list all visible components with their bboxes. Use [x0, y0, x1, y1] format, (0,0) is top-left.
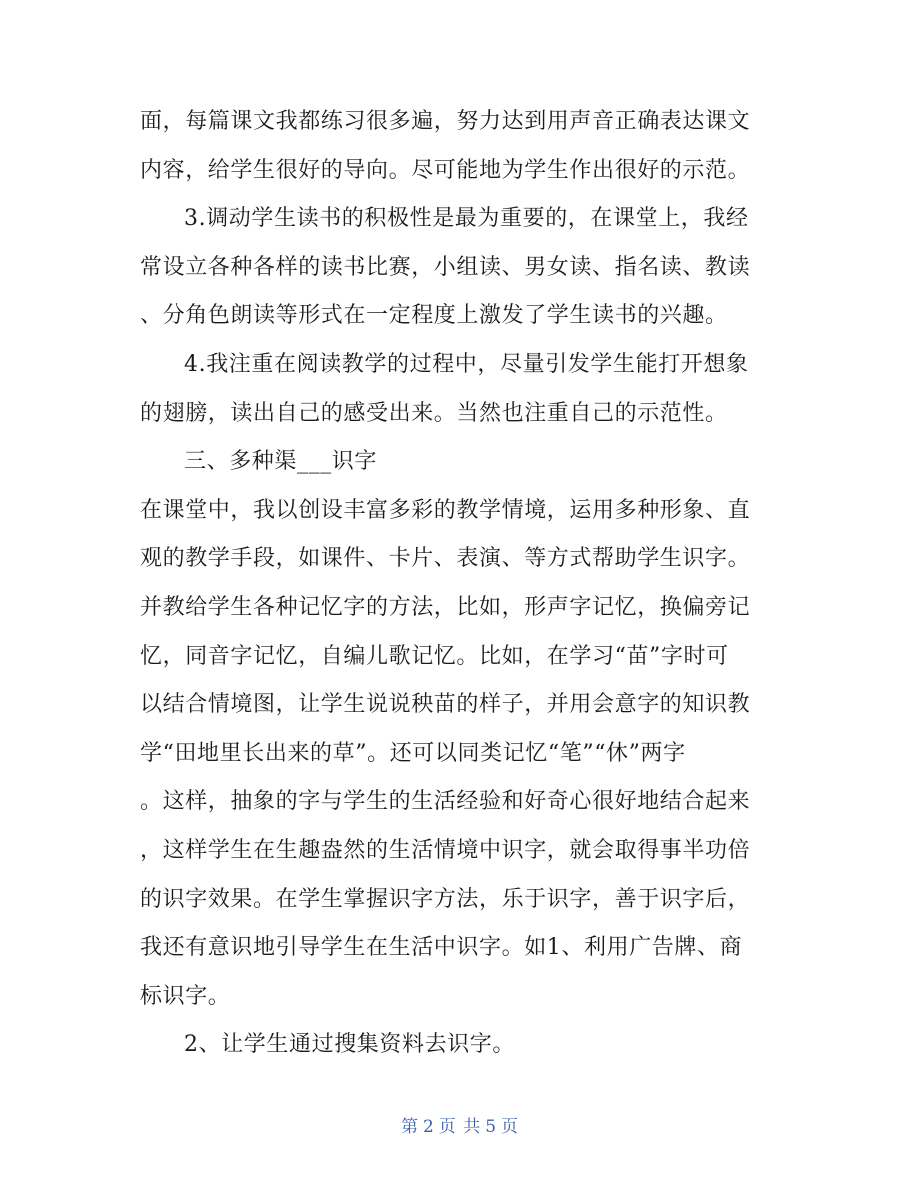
- text-line: 并教给学生各种记忆字的方法，比如，形声字记忆，换偏旁记: [140, 594, 751, 620]
- text-line: 学“田地里长出来的草”。还可以同类记忆“笔”“休”两字: [140, 740, 686, 766]
- text-line: 在课堂中，我以创设丰富多彩的教学情境，运用多种形象、直: [140, 497, 751, 523]
- text-line: 内容，给学生很好的导向。尽可能地为学生作出很好的示范。: [140, 157, 751, 183]
- footer-total-pages: 5: [485, 1117, 498, 1137]
- text-line: 2、让学生通过搜集资料去识字。: [184, 1032, 515, 1058]
- text-line: 忆，同音字记忆，自编儿歌记忆。比如，在学习“苗”字时可: [140, 643, 729, 669]
- text-line: 我还有意识地引导学生在生活中识字。如1、利用广告牌、商: [140, 935, 743, 961]
- footer-page-number: 2: [422, 1117, 435, 1137]
- text-line: 标识字。: [140, 983, 231, 1009]
- text-line: 4.我注重在阅读教学的过程中，尽量引发学生能打开想象: [184, 351, 749, 377]
- footer-suffix: 页: [501, 1117, 520, 1137]
- footer-middle: 页 共: [438, 1117, 482, 1137]
- text-line: 观的教学手段，如课件、卡片、表演、等方式帮助学生识字。: [140, 546, 751, 572]
- text-line: 、分角色朗读等形式在一定程度上激发了学生读书的兴趣。: [140, 303, 728, 329]
- text-line: ，这样学生在生趣盎然的生活情境中识字，就会取得事半功倍: [140, 837, 751, 863]
- section-heading: 三、多种渠___识字: [184, 449, 378, 475]
- text-line: 以结合情境图，让学生说说秧苗的样子，并用会意字的知识教: [140, 692, 751, 718]
- text-line: 面，每篇课文我都练习很多遍，努力达到用声音正确表达课文: [140, 109, 751, 134]
- text-line: 常设立各种各样的读书比赛，小组读、男女读、指名读、教读: [140, 254, 751, 280]
- text-line: 的识字效果。在学生掌握识字方法，乐于识字，善于识字后，: [140, 886, 751, 912]
- text-line: 。这样，抽象的字与学生的生活经验和好奇心很好地结合起来: [140, 789, 751, 815]
- body-text: [140, 98, 790, 1070]
- text-line: 3.调动学生读书的积极性是最为重要的，在课堂上，我经: [184, 206, 749, 232]
- text-line: 的翅膀，读出自己的感受出来。当然也注重自己的示范性。: [140, 400, 728, 426]
- footer-prefix: 第: [400, 1117, 419, 1137]
- page-footer: [0, 1112, 920, 1137]
